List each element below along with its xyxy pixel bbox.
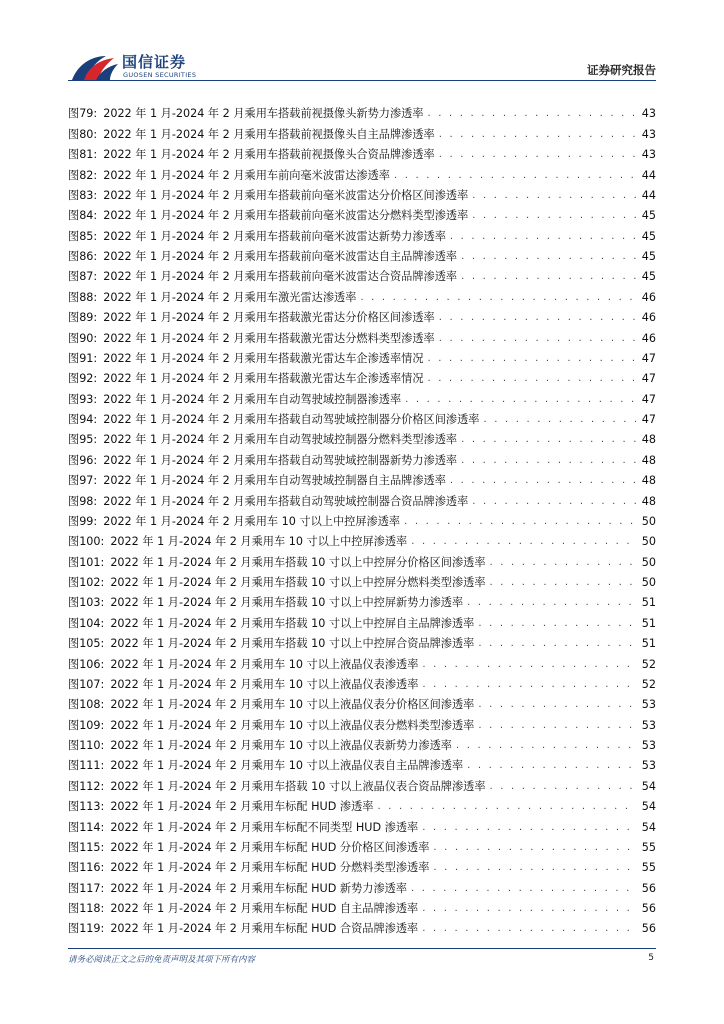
guosen-logo <box>70 50 200 84</box>
toc-dot-leader <box>433 841 636 855</box>
toc-entry-page: 51 <box>641 616 656 630</box>
toc-entry[interactable] <box>68 733 656 753</box>
page-number: 5 <box>648 953 654 963</box>
toc-entry-label: 图99: <box>68 514 98 528</box>
toc-entry-label: 图90: <box>68 331 98 345</box>
toc-entry-page: 45 <box>641 209 656 223</box>
toc-dot-leader <box>422 902 636 916</box>
toc-entry-label: 图108: <box>68 698 105 712</box>
toc-dot-leader <box>461 270 636 284</box>
toc-entry[interactable] <box>68 407 656 427</box>
toc-entry-page: 51 <box>641 596 656 610</box>
toc-entry-title: 2022 年 1 月-2024 年 2 月乘用车标配 HUD 合资品牌渗透率 <box>110 922 419 936</box>
toc-entry-title: 2022 年 1 月-2024 年 2 月乘用车自动驾驶域控制器自主品牌渗透率 <box>103 474 446 488</box>
toc-entry-page: 51 <box>641 637 656 651</box>
toc-entry[interactable] <box>68 692 656 712</box>
toc-entry-label: 图95: <box>68 433 98 447</box>
toc-dot-leader <box>422 821 636 835</box>
toc-dot-leader <box>377 800 636 814</box>
toc-dot-leader <box>433 861 636 875</box>
toc-entry-title: 2022 年 1 月-2024 年 2 月乘用车 10 寸以上液晶仪表分燃料类型渗透率 <box>110 718 475 732</box>
toc-entry[interactable] <box>68 142 656 162</box>
logo-chinese-name: 国信证券 <box>122 53 187 71</box>
toc-entry-label: 图102: <box>68 576 105 589</box>
toc-dot-leader <box>428 352 636 366</box>
toc-entry-title: 2022 年 1 月-2024 年 2 月乘用车 10 寸以上液晶仪表新势力渗透率 <box>110 739 452 752</box>
toc-entry[interactable] <box>68 427 656 447</box>
toc-dot-leader <box>490 780 636 794</box>
toc-entry-title: 2022 年 1 月-2024 年 2 月乘用车 10 寸以上中控屏渗透率 <box>110 535 408 549</box>
toc-entry-page: 52 <box>641 657 656 671</box>
toc-entry-title: 2022 年 1 月-2024 年 2 月乘用车搭载前视摄像头新势力渗透率 <box>103 107 424 121</box>
toc-entry[interactable] <box>68 447 656 467</box>
toc-entry-title: 2022 年 1 月-2024 年 2 月乘用车搭载 10 寸以上中控屏新势力渗透率 <box>110 596 464 610</box>
toc-entry-page: 54 <box>641 820 656 834</box>
toc-entry[interactable] <box>68 875 656 895</box>
toc-dot-leader <box>360 291 636 305</box>
toc-entry-title: 2022 年 1 月-2024 年 2 月乘用车搭载 10 寸以上中控屏分价格区间渗透率 <box>110 555 486 569</box>
guosen-logo-icon <box>70 50 120 84</box>
toc-entry-label: 图89: <box>68 311 98 325</box>
toc-entry-page: 50 <box>641 535 656 549</box>
toc-entry-label: 图118: <box>68 902 105 915</box>
toc-entry-page: 47 <box>641 413 656 426</box>
toc-entry-title: 2022 年 1 月-2024 年 2 月乘用车搭载自动驾驶域控制器合资品牌渗透率 <box>103 494 469 508</box>
toc-entry-page: 53 <box>641 718 656 732</box>
toc-entry-label: 图96: <box>68 453 98 467</box>
toc-entry[interactable] <box>68 203 656 223</box>
toc-entry-title: 2022 年 1 月-2024 年 2 月乘用车标配 HUD 分燃料类型渗透率 <box>110 861 430 875</box>
toc-entry[interactable] <box>68 712 656 732</box>
toc-dot-leader <box>439 148 636 162</box>
toc-dot-leader <box>422 922 636 936</box>
toc-entry-page: 43 <box>641 107 656 121</box>
toc-entry[interactable] <box>68 529 656 549</box>
toc-entry-page: 54 <box>641 779 656 793</box>
toc-entry[interactable] <box>68 753 656 773</box>
toc-entry-page: 46 <box>641 311 656 325</box>
toc-entry-page: 45 <box>641 270 656 284</box>
toc-entry[interactable] <box>68 896 656 916</box>
toc-entry-page: 50 <box>641 576 656 589</box>
logo-english-name: GUOSEN SECURITIES <box>123 71 197 79</box>
toc-entry-label: 图84: <box>68 209 98 223</box>
toc-entry[interactable] <box>68 223 656 243</box>
toc-entry[interactable] <box>68 570 656 590</box>
toc-dot-leader <box>450 474 636 488</box>
toc-entry-title: 2022 年 1 月-2024 年 2 月乘用车 10 寸以上液晶仪表分价格区间渗透率 <box>110 698 475 712</box>
toc-entry-page: 45 <box>641 229 656 243</box>
toc-entry-title: 2022 年 1 月-2024 年 2 月乘用车搭载前向毫米波雷达合资品牌渗透率 <box>103 270 458 284</box>
toc-entry-title: 2022 年 1 月-2024 年 2 月乘用车搭载激光雷达分价格区间渗透率 <box>103 311 435 325</box>
toc-entry-label: 图107: <box>68 677 105 691</box>
toc-entry-page: 47 <box>641 372 656 386</box>
header-divider <box>68 80 656 81</box>
toc-entry-title: 2022 年 1 月-2024 年 2 月乘用车搭载 10 寸以上液晶仪表合资品牌渗透率 <box>110 779 486 793</box>
toc-dot-leader <box>411 882 636 896</box>
toc-entry-label: 图101: <box>68 555 105 569</box>
toc-dot-leader <box>450 230 636 244</box>
toc-entry-page: 56 <box>641 881 656 895</box>
toc-entry-page: 50 <box>641 555 656 569</box>
toc-entry-page: 47 <box>641 392 656 406</box>
toc-dot-leader <box>405 393 636 407</box>
toc-entry-label: 图94: <box>68 413 98 426</box>
toc-entry-label: 图103: <box>68 596 105 610</box>
toc-entry[interactable] <box>68 325 656 345</box>
toc-dot-leader <box>428 107 636 121</box>
toc-entry-label: 图88: <box>68 290 98 304</box>
toc-dot-leader <box>478 637 636 651</box>
toc-entry-title: 2022 年 1 月-2024 年 2 月乘用车搭载自动驾驶域控制器分价格区间渗透率 <box>103 413 480 426</box>
toc-entry-title: 2022 年 1 月-2024 年 2 月乘用车 10 寸以上液晶仪表渗透率 <box>110 657 419 671</box>
toc-dot-leader <box>439 332 636 346</box>
toc-entry-page: 53 <box>641 759 656 773</box>
toc-entry[interactable] <box>68 386 656 406</box>
toc-entry-title: 2022 年 1 月-2024 年 2 月乘用车自动驾驶域控制器渗透率 <box>103 392 402 406</box>
toc-entry[interactable] <box>68 366 656 386</box>
toc-dot-leader <box>478 719 636 733</box>
toc-entry-label: 图117: <box>68 881 105 895</box>
toc-entry[interactable] <box>68 284 656 304</box>
toc-entry-label: 图113: <box>68 800 105 814</box>
toc-entry-page: 46 <box>641 290 656 304</box>
toc-entry[interactable] <box>68 610 656 630</box>
toc-entry[interactable] <box>68 651 656 671</box>
toc-entry-page: 54 <box>641 800 656 814</box>
toc-entry-label: 图114: <box>68 820 105 834</box>
toc-dot-leader <box>478 617 636 631</box>
toc-dot-leader <box>467 759 636 773</box>
toc-entry-page: 43 <box>641 127 656 141</box>
toc-entry[interactable] <box>68 631 656 651</box>
toc-entry-label: 图112: <box>68 779 105 793</box>
toc-dot-leader <box>490 576 636 590</box>
toc-entry[interactable] <box>68 244 656 264</box>
toc-entry-title: 2022 年 1 月-2024 年 2 月乘用车 10 寸以上液晶仪表自主品牌渗透率 <box>110 759 464 773</box>
toc-dot-leader <box>490 556 636 570</box>
toc-dot-leader <box>394 169 636 183</box>
toc-entry-title: 2022 年 1 月-2024 年 2 月乘用车搭载前向毫米波雷达分价格区间渗透率 <box>103 188 469 202</box>
toc-entry-label: 图105: <box>68 637 105 651</box>
toc-entry-page: 45 <box>641 250 656 263</box>
toc-entry-title: 2022 年 1 月-2024 年 2 月乘用车搭载前向毫米波雷达新势力渗透率 <box>103 229 446 243</box>
toc-dot-leader <box>478 698 636 712</box>
toc-entry-label: 图81: <box>68 148 98 162</box>
toc-entry-title: 2022 年 1 月-2024 年 2 月乘用车搭载激光雷达车企渗透率情况 <box>103 351 424 365</box>
toc-entry-label: 图97: <box>68 474 98 488</box>
toc-entry-label: 图86: <box>68 250 98 263</box>
toc-entry-page: 56 <box>641 902 656 915</box>
toc-entry-label: 图79: <box>68 107 98 121</box>
toc-dot-leader <box>461 454 636 468</box>
toc-entry[interactable] <box>68 264 656 284</box>
toc-entry-title: 2022 年 1 月-2024 年 2 月乘用车搭载激光雷达车企渗透率情况 <box>103 372 424 386</box>
toc-entry-page: 48 <box>641 453 656 467</box>
toc-entry[interactable] <box>68 162 656 182</box>
toc-dot-leader <box>483 413 636 427</box>
toc-dot-leader <box>404 515 636 529</box>
toc-entry-label: 图91: <box>68 351 98 365</box>
toc-entry-page: 48 <box>641 474 656 488</box>
toc-entry-label: 图119: <box>68 922 105 936</box>
toc-entry-label: 图92: <box>68 372 98 386</box>
toc-entry[interactable] <box>68 773 656 793</box>
toc-entry[interactable] <box>68 794 656 814</box>
footer-disclaimer: 请务必阅读正文之后的免责声明及其项下所有内容 <box>68 955 256 965</box>
toc-dot-leader <box>472 189 636 203</box>
toc-entry-page: 55 <box>641 861 656 875</box>
toc-entry-label: 图87: <box>68 270 98 284</box>
toc-dot-leader <box>472 209 636 223</box>
toc-entry[interactable] <box>68 855 656 875</box>
toc-entry-page: 48 <box>641 433 656 447</box>
toc-entry[interactable] <box>68 346 656 366</box>
toc-entry[interactable] <box>68 305 656 325</box>
toc-entry-title: 2022 年 1 月-2024 年 2 月乘用车搭载 10 寸以上中控屏分燃料类型渗透率 <box>110 576 486 589</box>
toc-entry-page: 44 <box>641 188 656 202</box>
report-type-label: 证券研究报告 <box>587 63 656 77</box>
toc-entry-title: 2022 年 1 月-2024 年 2 月乘用车搭载前视摄像头合资品牌渗透率 <box>103 148 435 162</box>
toc-entry-page: 48 <box>641 494 656 508</box>
toc-entry-title: 2022 年 1 月-2024 年 2 月乘用车搭载前向毫米波雷达自主品牌渗透率 <box>103 250 458 263</box>
toc-entry-label: 图93: <box>68 392 98 406</box>
toc-entry[interactable] <box>68 672 656 692</box>
toc-entry[interactable] <box>68 488 656 508</box>
toc-entry[interactable] <box>68 835 656 855</box>
toc-entry-title: 2022 年 1 月-2024 年 2 月乘用车搭载自动驾驶域控制器新势力渗透率 <box>103 453 458 467</box>
toc-dot-leader <box>428 372 636 386</box>
toc-entry-title: 2022 年 1 月-2024 年 2 月乘用车搭载前视摄像头自主品牌渗透率 <box>103 127 435 141</box>
toc-entry-page: 50 <box>641 514 656 528</box>
toc-entry-page: 46 <box>641 331 656 345</box>
toc-entry-page: 53 <box>641 698 656 712</box>
toc-entry-title: 2022 年 1 月-2024 年 2 月乘用车激光雷达渗透率 <box>103 290 357 304</box>
page-header <box>0 0 724 90</box>
toc-entry-title: 2022 年 1 月-2024 年 2 月乘用车搭载 10 寸以上中控屏合资品牌渗透率 <box>110 637 475 651</box>
toc-entry-page: 52 <box>641 677 656 691</box>
toc-entry-label: 图109: <box>68 718 105 732</box>
toc-dot-leader <box>467 596 636 610</box>
toc-dot-leader <box>456 739 636 753</box>
toc-dot-leader <box>422 658 636 672</box>
toc-entry-title: 2022 年 1 月-2024 年 2 月乘用车搭载前向毫米波雷达分燃料类型渗透率 <box>103 209 469 223</box>
toc-dot-leader <box>439 128 636 142</box>
toc-entry-page: 44 <box>641 168 656 182</box>
toc-entry-page: 56 <box>641 922 656 936</box>
toc-entry-page: 55 <box>641 840 656 854</box>
toc-entry-title: 2022 年 1 月-2024 年 2 月乘用车标配 HUD 自主品牌渗透率 <box>110 902 419 915</box>
toc-entry-title: 2022 年 1 月-2024 年 2 月乘用车标配 HUD 分价格区间渗透率 <box>110 840 430 854</box>
toc-entry-title: 2022 年 1 月-2024 年 2 月乘用车标配 HUD 渗透率 <box>110 800 374 814</box>
toc-entry[interactable] <box>68 814 656 834</box>
toc-dot-leader <box>422 678 636 692</box>
toc-dot-leader <box>461 250 636 264</box>
toc-entry[interactable] <box>68 183 656 203</box>
toc-dot-leader <box>472 495 636 509</box>
toc-entry-label: 图115: <box>68 840 105 854</box>
toc-entry-label: 图111: <box>68 759 105 773</box>
toc-entry-title: 2022 年 1 月-2024 年 2 月乘用车 10 寸以上液晶仪表渗透率 <box>110 677 419 691</box>
toc-entry-label: 图85: <box>68 229 98 243</box>
toc-entry[interactable] <box>68 121 656 141</box>
toc-entry-title: 2022 年 1 月-2024 年 2 月乘用车自动驾驶域控制器分燃料类型渗透率 <box>103 433 458 447</box>
footer-divider <box>68 948 656 949</box>
toc-entry[interactable] <box>68 509 656 529</box>
toc-entry-label: 图116: <box>68 861 105 875</box>
toc-entry[interactable] <box>68 916 656 936</box>
toc-dot-leader <box>461 433 636 447</box>
toc-entry-title: 2022 年 1 月-2024 年 2 月乘用车标配不同类型 HUD 渗透率 <box>110 820 419 834</box>
toc-entry-label: 图82: <box>68 168 98 182</box>
toc-entry-label: 图104: <box>68 616 105 630</box>
toc-entry-title: 2022 年 1 月-2024 年 2 月乘用车标配 HUD 新势力渗透率 <box>110 881 408 895</box>
toc-entry[interactable] <box>68 590 656 610</box>
table-of-figures <box>68 101 656 936</box>
toc-entry[interactable] <box>68 549 656 569</box>
toc-dot-leader <box>439 311 636 325</box>
toc-entry-label: 图98: <box>68 494 98 508</box>
toc-entry-title: 2022 年 1 月-2024 年 2 月乘用车前向毫米波雷达渗透率 <box>103 168 390 182</box>
toc-entry-label: 图80: <box>68 127 98 141</box>
toc-entry[interactable] <box>68 101 656 121</box>
toc-entry-label: 图110: <box>68 739 105 752</box>
toc-dot-leader <box>411 535 636 549</box>
toc-entry-title: 2022 年 1 月-2024 年 2 月乘用车 10 寸以上中控屏渗透率 <box>103 514 401 528</box>
toc-entry-label: 图100: <box>68 535 105 549</box>
toc-entry[interactable] <box>68 468 656 488</box>
toc-entry-label: 图106: <box>68 657 105 671</box>
toc-entry-title: 2022 年 1 月-2024 年 2 月乘用车搭载激光雷达分燃料类型渗透率 <box>103 331 435 345</box>
toc-entry-page: 47 <box>641 351 656 365</box>
toc-entry-page: 43 <box>641 148 656 162</box>
toc-entry-title: 2022 年 1 月-2024 年 2 月乘用车搭载 10 寸以上中控屏自主品牌渗透率 <box>110 616 475 630</box>
toc-entry-page: 53 <box>641 739 656 752</box>
toc-entry-label: 图83: <box>68 188 98 202</box>
